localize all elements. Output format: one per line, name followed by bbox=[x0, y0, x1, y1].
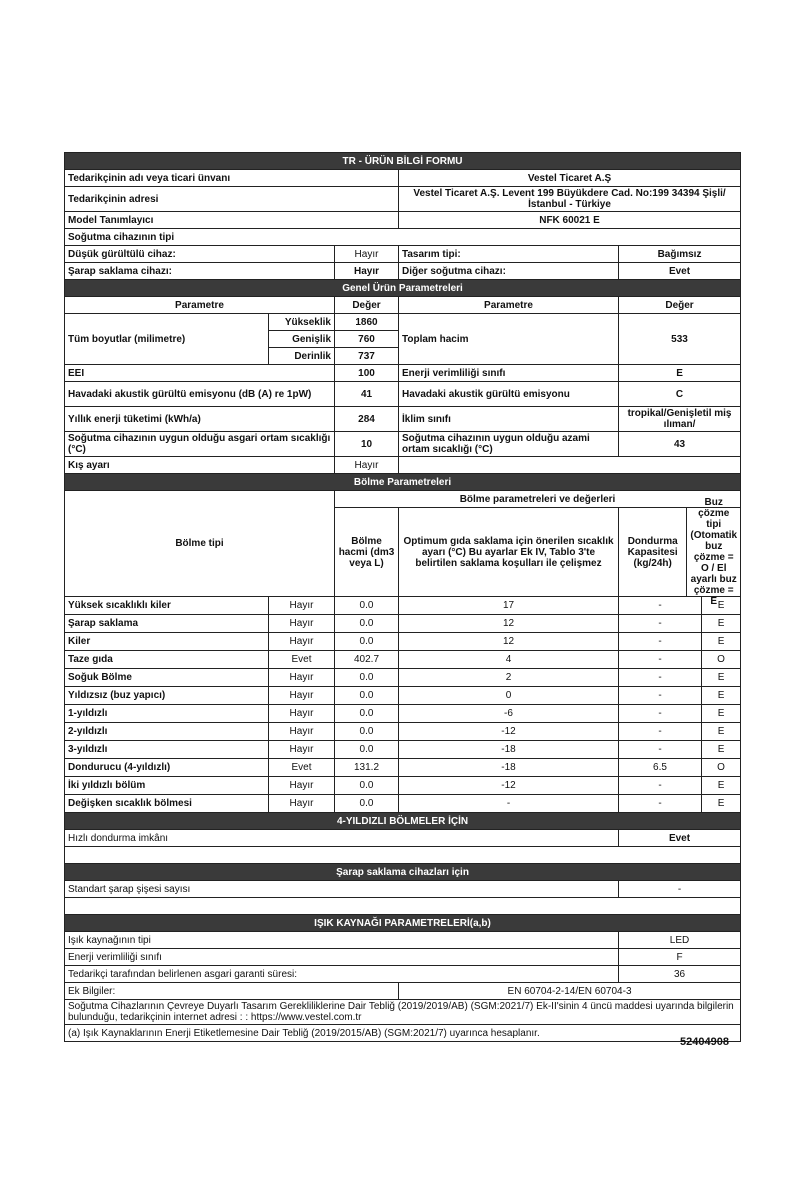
compartment-present: Hayır bbox=[269, 777, 335, 795]
compartment-capacity: - bbox=[619, 633, 702, 650]
warranty-label: Tedarikçi tarafından belirlenen asgari garanti süresi: bbox=[65, 966, 619, 983]
capacity-defrost-cell bbox=[619, 741, 741, 759]
noise-class-value: C bbox=[619, 382, 741, 407]
compartment-group-header: Bölme parametreleri ve değerleri bbox=[335, 491, 741, 508]
compartment-present: Hayır bbox=[269, 633, 335, 651]
compartment-row bbox=[65, 723, 741, 741]
height-value: 1860 bbox=[335, 314, 399, 331]
compartment-volume: 402.7 bbox=[335, 651, 399, 669]
total-volume-value: 533 bbox=[619, 314, 741, 365]
compartment-capacity: - bbox=[619, 777, 702, 794]
compartment-capacity: - bbox=[619, 669, 702, 686]
fast-freeze-label: Hızlı dondurma imkânı bbox=[65, 830, 619, 847]
extra-info-label: Ek Bilgiler: bbox=[65, 983, 399, 1000]
compartment-present: Hayır bbox=[269, 597, 335, 615]
capacity-defrost-cell bbox=[619, 615, 741, 633]
compartment-rows bbox=[65, 597, 741, 813]
light-type-label: Işık kaynağının tipi bbox=[65, 932, 619, 949]
wine-section-title: Şarap saklama cihazları için bbox=[65, 864, 741, 881]
compartment-present: Hayır bbox=[269, 723, 335, 741]
compartment-row bbox=[65, 777, 741, 795]
compartment-name: 1-yıldızlı bbox=[65, 705, 269, 723]
compartment-present: Evet bbox=[269, 651, 335, 669]
wine-storage-label: Şarap saklama cihazı: bbox=[65, 263, 335, 280]
supplier-address-label: Tedarikçinin adresi bbox=[65, 187, 399, 212]
compartment-temperature: -18 bbox=[399, 741, 619, 759]
compartment-defrost: E bbox=[717, 798, 725, 809]
energy-class-label: Enerji verimliliği sınıfı bbox=[399, 365, 619, 382]
compartment-temperature: 17 bbox=[399, 597, 619, 615]
compartment-temperature: -12 bbox=[399, 777, 619, 795]
capacity-defrost-cell bbox=[619, 705, 741, 723]
compartment-capacity: - bbox=[619, 723, 702, 740]
compartment-row bbox=[65, 669, 741, 687]
compartment-row bbox=[65, 795, 741, 813]
compartment-name: Değişken sıcaklık bölmesi bbox=[65, 795, 269, 813]
extra-info-value: EN 60704-2-14/EN 60704-3 bbox=[399, 983, 741, 1000]
noise-value: 41 bbox=[335, 382, 399, 407]
compartment-capacity: - bbox=[619, 741, 702, 758]
param-header-right: Parametre bbox=[399, 297, 619, 314]
footnote: (a) Işık Kaynaklarının Enerji Etiketlemesine Dair Tebliğ (2019/2015/AB) (SGM:2021/7) uyarınca hesaplanır. bbox=[65, 1025, 741, 1042]
height-label: Yükseklik bbox=[269, 314, 335, 331]
compartment-defrost: E bbox=[717, 708, 725, 719]
low-noise-label: Düşük gürültülü cihaz: bbox=[65, 246, 335, 263]
four-star-section-title: 4-YILDIZLI BÖLMELER İÇİN bbox=[65, 813, 741, 830]
compartment-defrost: E bbox=[717, 690, 725, 701]
compartment-volume: 0.0 bbox=[335, 687, 399, 705]
width-label: Genişlik bbox=[269, 331, 335, 348]
value-header-right: Değer bbox=[619, 297, 741, 314]
regulation-note: Soğutma Cihazlarının Çevreye Duyarlı Tasarım Gerekliliklerine Dair Tebliğ (2019/2019/AB) (SGM:2021/7) Ek-II'sinin 4 üncü maddesi uyarında bilgilerin bulunduğu, tedarikçinin internet adresi : : https://www.vestel.com.tr bbox=[65, 1000, 741, 1025]
compartment-capacity: - bbox=[619, 615, 702, 632]
compartment-temperature: 12 bbox=[399, 633, 619, 651]
compartment-name: Yüksek sıcaklıklı kiler bbox=[65, 597, 269, 615]
document-code: 52404908 bbox=[680, 1036, 729, 1048]
compartment-name: Yıldızsız (buz yapıcı) bbox=[65, 687, 269, 705]
compartment-temperature: -6 bbox=[399, 705, 619, 723]
depth-label: Derinlik bbox=[269, 348, 335, 365]
fast-freeze-value: Evet bbox=[619, 830, 741, 847]
capacity-defrost-header bbox=[619, 497, 741, 607]
capacity-defrost-cell bbox=[619, 651, 741, 669]
other-appliance-label: Diğer soğutma cihazı: bbox=[399, 263, 619, 280]
compartment-name: Kiler bbox=[65, 633, 269, 651]
compartment-volume: 0.0 bbox=[335, 669, 399, 687]
compartment-row bbox=[65, 633, 741, 651]
compartment-capacity: 6.5 bbox=[619, 759, 702, 776]
light-section-title: IŞIK KAYNAĞI PARAMETRELERİ(a,b) bbox=[65, 915, 741, 932]
width-value: 760 bbox=[335, 331, 399, 348]
compartment-defrost: E bbox=[717, 672, 725, 683]
compartment-capacity: - bbox=[619, 597, 702, 614]
compartment-volume: 0.0 bbox=[335, 723, 399, 741]
compartment-name: Soğuk Bölme bbox=[65, 669, 269, 687]
compartment-present: Hayır bbox=[269, 795, 335, 813]
compartment-capacity: - bbox=[619, 795, 702, 812]
max-temp-value: 43 bbox=[619, 432, 741, 457]
min-temp-label: Soğutma cihazının uygun olduğu asgari ortam sıcaklığı (°C) bbox=[65, 432, 335, 457]
compartment-volume: 131.2 bbox=[335, 759, 399, 777]
compartment-volume: 0.0 bbox=[335, 777, 399, 795]
general-section-title: Genel Ürün Parametreleri bbox=[65, 280, 741, 297]
min-temp-value: 10 bbox=[335, 432, 399, 457]
warranty-value: 36 bbox=[619, 966, 741, 983]
spacer-row bbox=[65, 898, 741, 915]
compartment-temperature: - bbox=[399, 795, 619, 813]
capacity-defrost-cell bbox=[619, 759, 741, 777]
light-type-value: LED bbox=[619, 932, 741, 949]
value-header: Değer bbox=[335, 297, 399, 314]
compartment-defrost: E bbox=[717, 726, 725, 737]
wine-bottles-value: - bbox=[619, 881, 741, 898]
compartment-name: Şarap saklama bbox=[65, 615, 269, 633]
spacer-row bbox=[65, 847, 741, 864]
wine-bottles-label: Standart şarap şişesi sayısı bbox=[65, 881, 619, 898]
compartment-defrost: E bbox=[717, 780, 725, 791]
compartment-row bbox=[65, 615, 741, 633]
compartment-present: Hayır bbox=[269, 741, 335, 759]
capacity-defrost-cell bbox=[619, 723, 741, 741]
model-label: Model Tanımlayıcı bbox=[65, 212, 399, 229]
wine-storage-value: Hayır bbox=[335, 263, 399, 280]
max-temp-label: Soğutma cihazının uygun olduğu azami ortam sıcaklığı (°C) bbox=[399, 432, 619, 457]
noise-label: Havadaki akustik gürültü emisyonu (dB (A) re 1pW) bbox=[65, 382, 335, 407]
compartment-name: İki yıldızlı bölüm bbox=[65, 777, 269, 795]
compartment-present: Hayır bbox=[269, 669, 335, 687]
capacity-defrost-cell bbox=[619, 669, 741, 687]
form-title: TR - ÜRÜN BİLGİ FORMU bbox=[65, 153, 741, 170]
depth-value: 737 bbox=[335, 348, 399, 365]
compartment-defrost: E bbox=[717, 618, 725, 629]
compartment-defrost: O bbox=[717, 762, 725, 773]
compartment-defrost: O bbox=[717, 654, 725, 665]
compartment-volume: 0.0 bbox=[335, 795, 399, 813]
compartment-name: 2-yıldızlı bbox=[65, 723, 269, 741]
compartment-defrost: E bbox=[717, 600, 725, 611]
compartment-capacity: - bbox=[619, 705, 702, 722]
design-type-value: Bağımsız bbox=[619, 246, 741, 263]
compartment-temperature: 0 bbox=[399, 687, 619, 705]
winter-setting-value: Hayır bbox=[335, 457, 399, 474]
compartment-row bbox=[65, 759, 741, 777]
model-value: NFK 60021 E bbox=[399, 212, 741, 229]
compartment-present: Evet bbox=[269, 759, 335, 777]
annual-energy-label: Yıllık enerji tüketimi (kWh/a) bbox=[65, 407, 335, 432]
compartment-capacity: - bbox=[619, 687, 702, 704]
other-appliance-value: Evet bbox=[619, 263, 741, 280]
energy-class-value: E bbox=[619, 365, 741, 382]
annual-energy-value: 284 bbox=[335, 407, 399, 432]
low-noise-value: Hayır bbox=[335, 246, 399, 263]
compartment-defrost: E bbox=[717, 636, 725, 647]
compartment-temperature: 12 bbox=[399, 615, 619, 633]
eei-label: EEI bbox=[65, 365, 335, 382]
compartment-type-header: Bölme tipi bbox=[65, 491, 335, 597]
capacity-defrost-cell bbox=[619, 687, 741, 705]
supplier-name-value: Vestel Ticaret A.Ş bbox=[399, 170, 741, 187]
volume-header: Bölme hacmi (dm3 veya L) bbox=[335, 508, 399, 597]
compartment-row bbox=[65, 597, 741, 615]
compartment-row bbox=[65, 741, 741, 759]
compartment-temperature: 4 bbox=[399, 651, 619, 669]
light-efficiency-value: F bbox=[619, 949, 741, 966]
compartment-name: Dondurucu (4-yıldızlı) bbox=[65, 759, 269, 777]
compartment-name: Taze gıda bbox=[65, 651, 269, 669]
compartment-volume: 0.0 bbox=[335, 705, 399, 723]
dimensions-label: Tüm boyutlar (milimetre) bbox=[65, 314, 269, 365]
capacity-defrost-cell bbox=[619, 795, 741, 813]
capacity-defrost-cell bbox=[619, 633, 741, 651]
noise-class-label: Havadaki akustik gürültü emisyonu bbox=[399, 382, 619, 407]
empty-cell bbox=[399, 457, 741, 474]
compartment-capacity: - bbox=[619, 651, 702, 668]
defrost-type-header: Buz çözme tipi (Otomatik buz çözme = O / El ayarlı buz çözme = E bbox=[690, 497, 738, 607]
compartment-temperature: -18 bbox=[399, 759, 619, 777]
capacity-defrost-cell bbox=[619, 777, 741, 795]
compartment-volume: 0.0 bbox=[335, 633, 399, 651]
eei-value: 100 bbox=[335, 365, 399, 382]
compartment-present: Hayır bbox=[269, 687, 335, 705]
winter-setting-label: Kış ayarı bbox=[65, 457, 335, 474]
total-volume-label: Toplam hacim bbox=[399, 314, 619, 365]
compartment-present: Hayır bbox=[269, 615, 335, 633]
compartment-volume: 0.0 bbox=[335, 597, 399, 615]
compartment-defrost: E bbox=[717, 744, 725, 755]
compartment-volume: 0.0 bbox=[335, 741, 399, 759]
climate-class-label: İklim sınıfı bbox=[399, 407, 619, 432]
appliance-type-label: Soğutma cihazının tipi bbox=[65, 229, 741, 246]
compartment-row bbox=[65, 705, 741, 723]
product-info-form bbox=[64, 152, 740, 1042]
design-type-label: Tasarım tipi: bbox=[399, 246, 619, 263]
product-info-table bbox=[64, 152, 741, 1042]
temperature-header: Optimum gıda saklama için önerilen sıcaklık ayarı (°C) Bu ayarlar Ek IV, Tablo 3'te belirtilen saklama koşulları ile çelişmez bbox=[399, 508, 619, 597]
compartment-row bbox=[65, 651, 741, 669]
compartment-section-title: Bölme Parametreleri bbox=[65, 474, 741, 491]
supplier-address-value: Vestel Ticaret A.Ş. Levent 199 Büyükdere Cad. No:199 34394 Şişli/İstanbul - Türkiye bbox=[399, 187, 741, 212]
compartment-name: 3-yıldızlı bbox=[65, 741, 269, 759]
compartment-present: Hayır bbox=[269, 705, 335, 723]
light-efficiency-label: Enerji verimliliği sınıfı bbox=[65, 949, 619, 966]
supplier-name-label: Tedarikçinin adı veya ticari ünvanı bbox=[65, 170, 399, 187]
capacity-defrost-cell bbox=[619, 597, 741, 615]
climate-class-value: tropikal/Genişletil miş ılıman/ bbox=[619, 407, 741, 432]
param-header: Parametre bbox=[65, 297, 335, 314]
compartment-row bbox=[65, 687, 741, 705]
compartment-temperature: -12 bbox=[399, 723, 619, 741]
compartment-volume: 0.0 bbox=[335, 615, 399, 633]
compartment-temperature: 2 bbox=[399, 669, 619, 687]
freezing-capacity-header: Dondurma Kapasitesi (kg/24h) bbox=[619, 508, 687, 596]
